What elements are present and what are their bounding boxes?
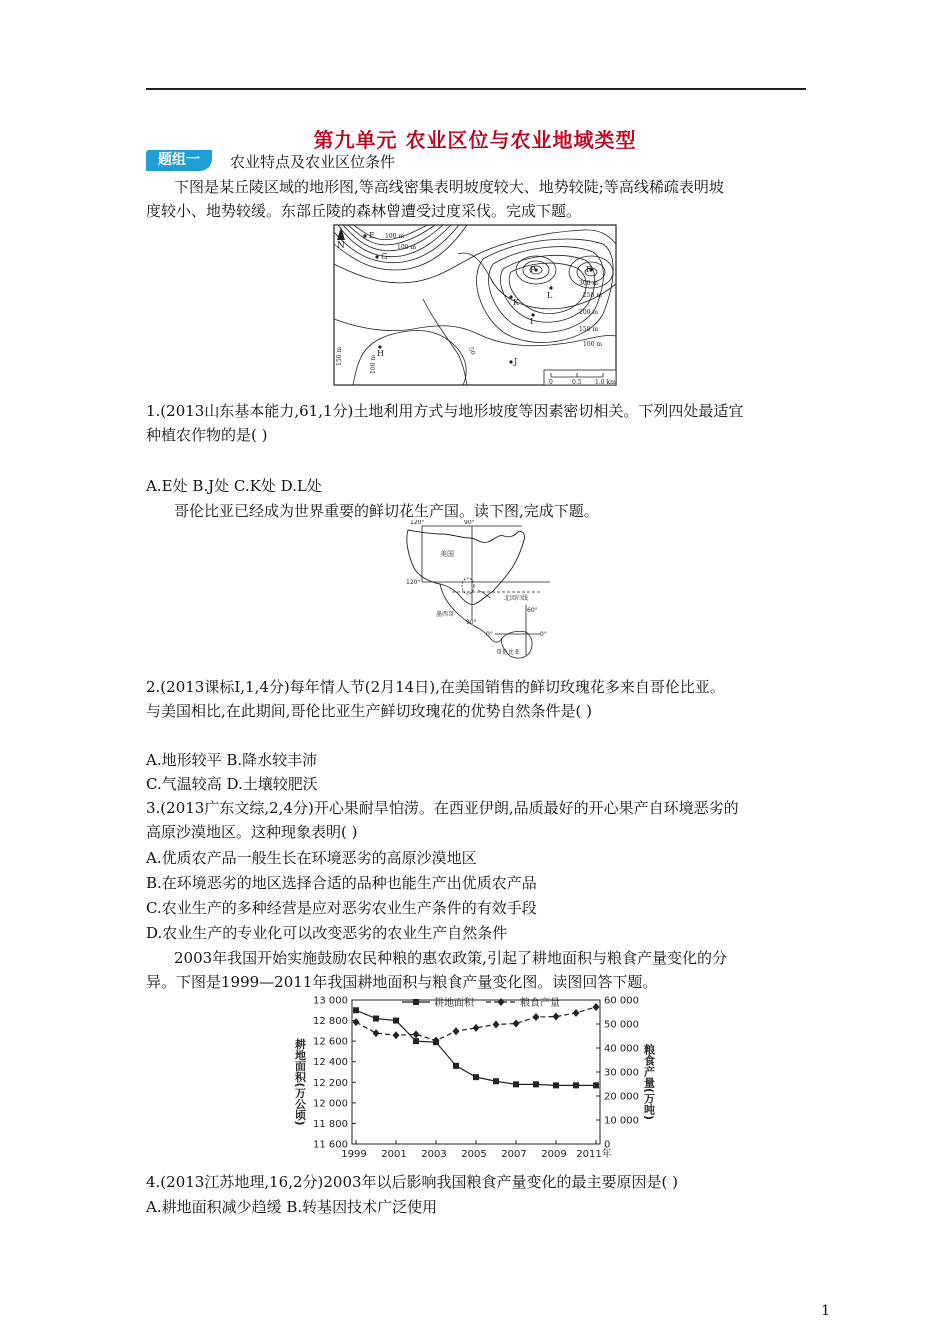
farmland-point bbox=[453, 1063, 459, 1069]
q4-options-1: A.耕地面积减少趋缓 B.转基因技术广泛使用 bbox=[146, 1198, 438, 1216]
y-axis-left-label: 耕地面积(万公顷) bbox=[293, 1038, 307, 1126]
x-tick-label: 1999 bbox=[341, 1149, 367, 1160]
grain-point bbox=[553, 1013, 560, 1021]
intro2: 哥伦比亚已经成为世界重要的鲜切花生产国。读下图,完成下题。 bbox=[174, 502, 599, 520]
grain-point bbox=[453, 1027, 460, 1035]
y-left-tick-label: 12 400 bbox=[313, 1057, 348, 1069]
q3-option-c: C.农业生产的多种经营是应对恶劣农业生产条件的有效手段 bbox=[146, 899, 537, 917]
q1-options: A.E处 B.J处 C.K处 D.L处 bbox=[146, 477, 322, 495]
y-left-tick-label: 12 800 bbox=[313, 1016, 348, 1028]
series-line-1 bbox=[356, 1010, 596, 1085]
contour-map bbox=[333, 224, 617, 386]
q1-line1: 1.(2013山东基本能力,61,1分)土地利用方式与地形坡度等因素密切相关。下列四处最适宜 bbox=[146, 402, 744, 420]
farmland-point bbox=[513, 1081, 519, 1087]
q2-options-1: A.地形较平 B.降水较丰沛 bbox=[146, 751, 318, 769]
legend-label-2: 粮食产量 bbox=[520, 998, 560, 1009]
legend-marker-2 bbox=[498, 998, 505, 1006]
contour-label: 100 m bbox=[397, 244, 417, 251]
grain-point bbox=[473, 1024, 480, 1032]
map-label: 0° bbox=[540, 631, 547, 638]
farmland-point bbox=[493, 1078, 499, 1084]
section-heading: 农业特点及农业区位条件 bbox=[230, 153, 396, 171]
y-right-tick-label: 50 000 bbox=[604, 1019, 639, 1031]
map-label: 0° bbox=[486, 631, 493, 638]
contour-label: 50 bbox=[467, 346, 477, 356]
point-label: K bbox=[513, 298, 519, 307]
scale-tick: 0.5 bbox=[572, 379, 582, 386]
q3-line1: 3.(2013广东文综,2,4分)开心果耐旱怕涝。在西亚伊朗,品质最好的开心果产自环境恶劣的 bbox=[146, 799, 739, 817]
group-badge: 题组一 bbox=[146, 150, 212, 171]
q3-option-a: A.优质农产品一般生长在环境恶劣的高原沙漠地区 bbox=[146, 849, 477, 867]
page-number: 1 bbox=[821, 1303, 830, 1319]
farmland-point bbox=[573, 1082, 579, 1088]
y-right-tick-label: 10 000 bbox=[604, 1115, 639, 1127]
grain-point bbox=[513, 1020, 520, 1028]
y-right-tick-label: 20 000 bbox=[604, 1091, 639, 1103]
x-tick-label: 2007 bbox=[501, 1149, 527, 1160]
point-label: P bbox=[530, 265, 536, 274]
contour-label: 150 m bbox=[336, 346, 343, 366]
map-label: 90° bbox=[466, 619, 477, 626]
y-left-tick-label: 11 600 bbox=[313, 1139, 348, 1151]
map-label: 哥伦比亚 bbox=[496, 649, 521, 656]
y-left-tick-label: 11 800 bbox=[313, 1118, 348, 1130]
point-label: L bbox=[547, 291, 553, 300]
y-right-tick-label: 0 bbox=[604, 1139, 611, 1151]
y-left-tick-label: 12 000 bbox=[313, 1098, 348, 1110]
q2-line2: 与美国相比,在此期间,哥伦比亚生产鲜切玫瑰花的优势自然条件是( ) bbox=[146, 702, 593, 720]
header-rule bbox=[146, 88, 806, 90]
point-label: H bbox=[377, 349, 384, 358]
intro3-line2: 异。下图是1999—2011年我国耕地面积与粮食产量变化图。读图回答下题。 bbox=[146, 973, 658, 991]
point-label: F bbox=[586, 265, 592, 274]
grain-point bbox=[533, 1013, 540, 1021]
map-label: 墨西哥 bbox=[436, 611, 455, 618]
contour-label: 100 m bbox=[385, 233, 405, 240]
intro1-line2: 度较小、地势较缓。东部丘陵的森林曾遭受过度采伐。完成下题。 bbox=[146, 202, 582, 220]
scale-bar bbox=[544, 370, 616, 386]
point-g-marker bbox=[375, 255, 378, 258]
grain-point bbox=[413, 1030, 420, 1038]
q2-options-2: C.气温较高 D.土壤较肥沃 bbox=[146, 775, 318, 793]
farmland-point bbox=[373, 1016, 379, 1022]
y-right-tick-label: 40 000 bbox=[604, 1043, 639, 1055]
y-right-tick-label: 30 000 bbox=[604, 1067, 639, 1079]
legend-marker-1 bbox=[413, 999, 419, 1005]
point-l-marker bbox=[549, 286, 552, 289]
q2-line1: 2.(2013课标Ⅰ,1,4分)每年情人节(2月14日),在美国销售的鲜切玫瑰花多来自哥伦比亚。 bbox=[146, 678, 725, 696]
y-right-tick-label: 60 000 bbox=[604, 995, 639, 1007]
americas-map bbox=[400, 520, 550, 660]
point-label: J bbox=[514, 357, 518, 366]
map-label: 60° bbox=[527, 607, 538, 614]
map-label: 120° bbox=[406, 579, 421, 586]
farmland-point bbox=[413, 1038, 419, 1044]
map-label: 120° bbox=[410, 520, 425, 526]
grain-point bbox=[353, 1018, 360, 1026]
farmland-grain-chart bbox=[290, 992, 660, 1164]
farmland-point bbox=[533, 1081, 539, 1087]
contour-label: 150 m bbox=[579, 326, 599, 333]
x-tick-label: 2003 bbox=[421, 1149, 447, 1160]
grain-point bbox=[493, 1020, 500, 1028]
contour-label: 250 m bbox=[583, 292, 603, 299]
intro3-line1: 2003年我国开始实施鼓励农民种粮的惠农政策,引起了耕地面积与粮食产量变化的分 bbox=[174, 949, 727, 967]
farmland-point bbox=[473, 1074, 479, 1080]
y-left-tick-label: 13 000 bbox=[313, 995, 348, 1007]
q1-line2: 种植农作物的是( ) bbox=[146, 426, 268, 444]
grain-point bbox=[573, 1009, 580, 1017]
north-label: N bbox=[337, 241, 345, 251]
y-left-tick-label: 12 200 bbox=[313, 1077, 348, 1089]
point-label: I bbox=[530, 317, 534, 326]
x-tick-label: 2009 bbox=[541, 1149, 567, 1160]
contour-label: 200 m bbox=[579, 309, 599, 316]
map-label: 北回归线 bbox=[504, 595, 529, 602]
intro1-line1: 下图是某丘陵区域的地形图,等高线密集表明坡度较大、地势较陡;等高线稀疏表明坡 bbox=[174, 178, 724, 196]
grain-point bbox=[593, 1003, 600, 1011]
point-label: E bbox=[369, 231, 375, 240]
farmland-point bbox=[553, 1082, 559, 1088]
q4-line1: 4.(2013江苏地理,16,2分)2003年以后影响我国粮食产量变化的最主要原因是( ) bbox=[146, 1173, 679, 1191]
x-tick-label: 2011年 bbox=[576, 1149, 612, 1160]
point-label: G bbox=[381, 252, 388, 261]
q3-option-d: D.农业生产的专业化可以改变恶劣的农业生产自然条件 bbox=[146, 924, 508, 942]
contour-label: 100 m bbox=[370, 354, 377, 374]
map-label: 90° bbox=[464, 520, 475, 526]
point-e-marker bbox=[363, 234, 366, 237]
scale-tick: 1.0 km bbox=[595, 379, 616, 386]
point-j-marker bbox=[509, 360, 512, 363]
farmland-point bbox=[593, 1082, 599, 1088]
y-axis-right-label: 粮食产量(万吨) bbox=[642, 1043, 656, 1121]
scale-tick: 0 bbox=[549, 379, 553, 386]
plot-frame bbox=[352, 1000, 600, 1144]
farmland-point bbox=[393, 1018, 399, 1024]
y-left-tick-label: 12 600 bbox=[313, 1036, 348, 1048]
x-tick-label: 2001 bbox=[381, 1149, 407, 1160]
grain-point bbox=[373, 1029, 380, 1037]
page-title: 第九单元 农业区位与农业地域类型 bbox=[313, 128, 637, 152]
contour-label: 300 m bbox=[579, 280, 599, 287]
contour-label: 100 m bbox=[583, 341, 603, 348]
q3-line2: 高原沙漠地区。这种现象表明( ) bbox=[146, 823, 358, 841]
legend-label-1: 耕地面积 bbox=[434, 998, 474, 1009]
grain-point bbox=[393, 1031, 400, 1039]
farmland-point bbox=[353, 1007, 359, 1013]
map-label: 美国 bbox=[440, 550, 454, 558]
x-tick-label: 2005 bbox=[461, 1149, 487, 1160]
series-line-2 bbox=[356, 1007, 596, 1041]
q3-option-b: B.在环境恶劣的地区选择合适的品种也能生产出优质农产品 bbox=[146, 874, 537, 892]
